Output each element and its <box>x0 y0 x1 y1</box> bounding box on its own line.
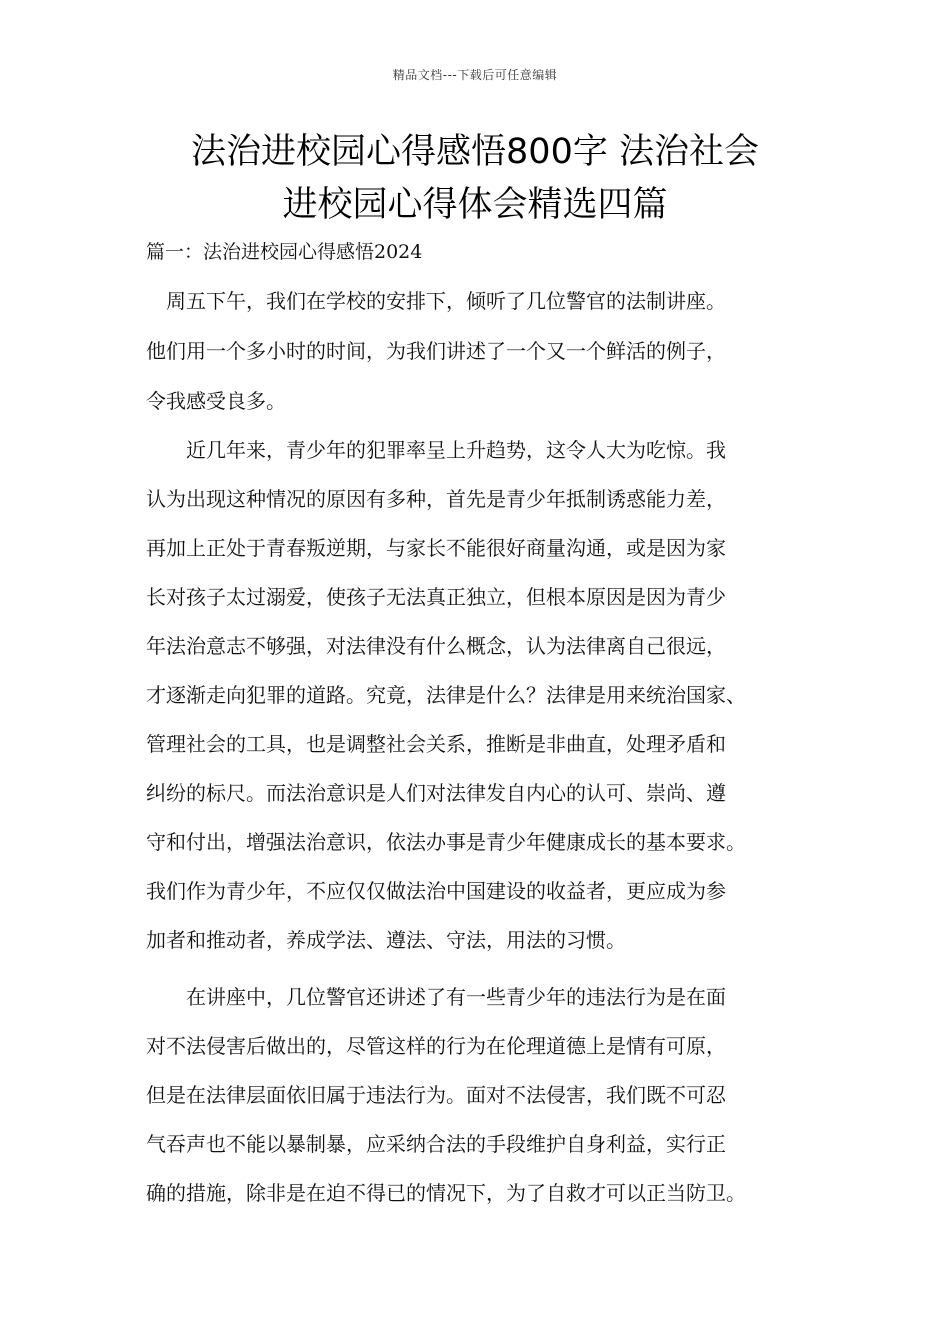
text-line: 认为出现这种情况的原因有多种，首先是青少年抵制诱惑能力差， <box>146 487 726 511</box>
text-line: 但是在法律层面依旧属于违法行为。面对不法侵害，我们既不可忍 <box>146 1083 726 1107</box>
text-line: 纠纷的标尺。而法治意识是人们对法律发自内心的认可、崇尚、遵 <box>146 781 726 805</box>
title-line-2: 进校园心得体会精选四篇 <box>282 185 668 225</box>
text-line: 在讲座中，几位警官还讲述了有一些青少年的违法行为是在面 <box>146 985 726 1009</box>
text-line: 周五下午，我们在学校的安排下，倾听了几位警官的法制讲座。 <box>146 289 726 313</box>
text-line: 才逐渐走向犯罪的道路。究竟，法律是什么？法律是用来统治国家、 <box>146 683 746 707</box>
document-title <box>100 126 850 232</box>
text-line: 再加上正处于青春叛逆期，与家长不能很好商量沟通，或是因为家 <box>146 536 726 560</box>
text-line: 对不法侵害后做出的，尽管这样的行为在伦理道德上是情有可原， <box>146 1034 726 1058</box>
text-line: 近几年来，青少年的犯罪率呈上升趋势，这令人大为吃惊。我 <box>146 438 726 462</box>
section-heading: 篇一：法治进校园心得感悟2024 <box>146 241 423 263</box>
text-line: 管理社会的工具，也是调整社会关系，推断是非曲直，处理矛盾和 <box>146 732 726 756</box>
text-line: 长对孩子太过溺爱，使孩子无法真正独立，但根本原因是因为青少 <box>146 585 726 609</box>
text-line: 我们作为青少年，不应仅仅做法治中国建设的收益者，更应成为参 <box>146 879 726 903</box>
title-line-1: 法治进校园心得感悟800字 法治社会 <box>191 132 759 172</box>
text-line: 年法治意志不够强，对法律没有什么概念，认为法律离自己很远， <box>146 634 726 658</box>
text-line: 令我感受良多。 <box>146 389 286 413</box>
header-note: 精品文档---下载后可任意编辑 <box>392 68 558 82</box>
text-line: 确的措施，除非是在迫不得已的情况下，为了自救才可以正当防卫。 <box>146 1181 746 1205</box>
text-line: 加者和推动者，养成学法、遵法、守法，用法的习惯。 <box>146 928 626 952</box>
text-line: 守和付出，增强法治意识，依法办事是青少年健康成长的基本要求。 <box>146 830 746 854</box>
text-line: 气吞声也不能以暴制暴，应采纳合法的手段维护自身利益，实行正 <box>146 1132 726 1156</box>
text-line: 他们用一个多小时的时间，为我们讲述了一个又一个鲜活的例子， <box>146 339 726 363</box>
